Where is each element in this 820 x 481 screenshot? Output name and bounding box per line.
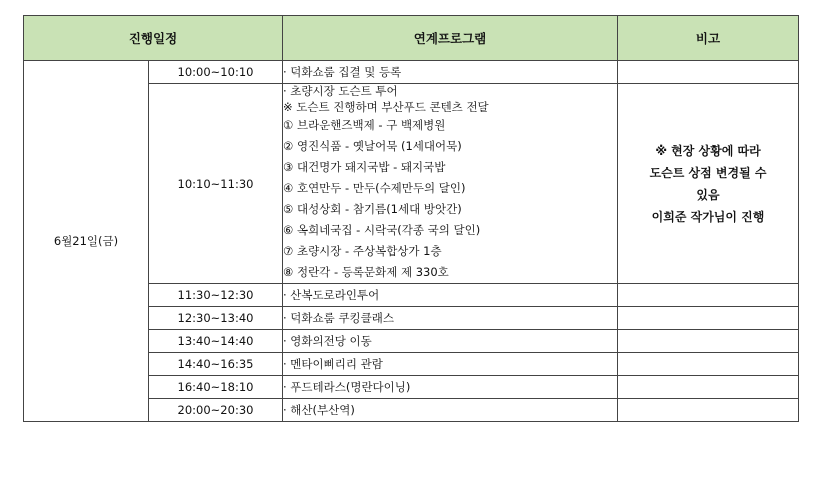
note-cell: [618, 284, 799, 307]
note-line: 도슨트 상점 변경될 수: [649, 165, 767, 180]
time-cell: 20:00~20:30: [149, 399, 283, 422]
note-cell: [618, 330, 799, 353]
note-line: ※ 현장 상황에 따라: [655, 143, 761, 158]
date-cell: 6월21일(금): [24, 61, 149, 422]
program-line: ⑧ 정란각 - 등록문화제 제 330호: [283, 265, 449, 279]
program-line: ⑥ 옥희네국집 - 시락국(각종 국의 달인): [283, 223, 481, 237]
note-cell: [618, 61, 799, 84]
time-cell: 14:40~16:35: [149, 353, 283, 376]
time-cell: 10:00~10:10: [149, 61, 283, 84]
program-line: ※ 도슨트 진행하며 부산푸드 콘텐츠 전달: [283, 100, 489, 114]
program-line: ④ 호연만두 - 만두(수제만두의 달인): [283, 181, 466, 195]
note-cell: [618, 353, 799, 376]
program-cell: · 영화의전당 이동: [283, 330, 618, 353]
schedule-table: [23, 15, 799, 422]
program-cell: · 덕화쇼룸 집결 및 등록: [283, 61, 618, 84]
table-row: [24, 61, 799, 84]
time-cell: 11:30~12:30: [149, 284, 283, 307]
note-cell: [618, 399, 799, 422]
program-cell: [283, 84, 618, 284]
program-line: ② 영진식품 - 옛날어묵 (1세대어묵): [283, 139, 462, 153]
header-program: 연계프로그램: [283, 16, 618, 61]
note-cell: [618, 307, 799, 330]
time-cell: 13:40~14:40: [149, 330, 283, 353]
time-cell: 12:30~13:40: [149, 307, 283, 330]
program-cell: · 푸드테라스(명란다이닝): [283, 376, 618, 399]
note-cell: [618, 376, 799, 399]
program-cell: · 덕화쇼룸 쿠킹클래스: [283, 307, 618, 330]
program-cell: · 해산(부산역): [283, 399, 618, 422]
program-line: · 초량시장 도슨트 투어: [283, 84, 398, 98]
header-note: 비고: [618, 16, 799, 61]
note-cell: [618, 84, 799, 284]
header-row: [24, 16, 799, 61]
time-cell: 10:10~11:30: [149, 84, 283, 284]
program-cell: · 산복도로라인투어: [283, 284, 618, 307]
header-schedule: 진행일정: [24, 16, 283, 61]
note-line: 이희준 작가님이 진행: [651, 209, 765, 224]
time-cell: 16:40~18:10: [149, 376, 283, 399]
note-line: 있음: [696, 187, 720, 202]
program-line: ⑦ 초량시장 - 주상복합상가 1층: [283, 244, 442, 258]
program-line: ① 브라운핸즈백제 - 구 백제병원: [283, 118, 446, 132]
program-cell: · 멘타이삐리리 관람: [283, 353, 618, 376]
program-line: ③ 대건명가 돼지국밥 - 돼지국밥: [283, 160, 446, 174]
program-line: ⑤ 대성상회 - 참기름(1세대 방앗간): [283, 202, 462, 216]
